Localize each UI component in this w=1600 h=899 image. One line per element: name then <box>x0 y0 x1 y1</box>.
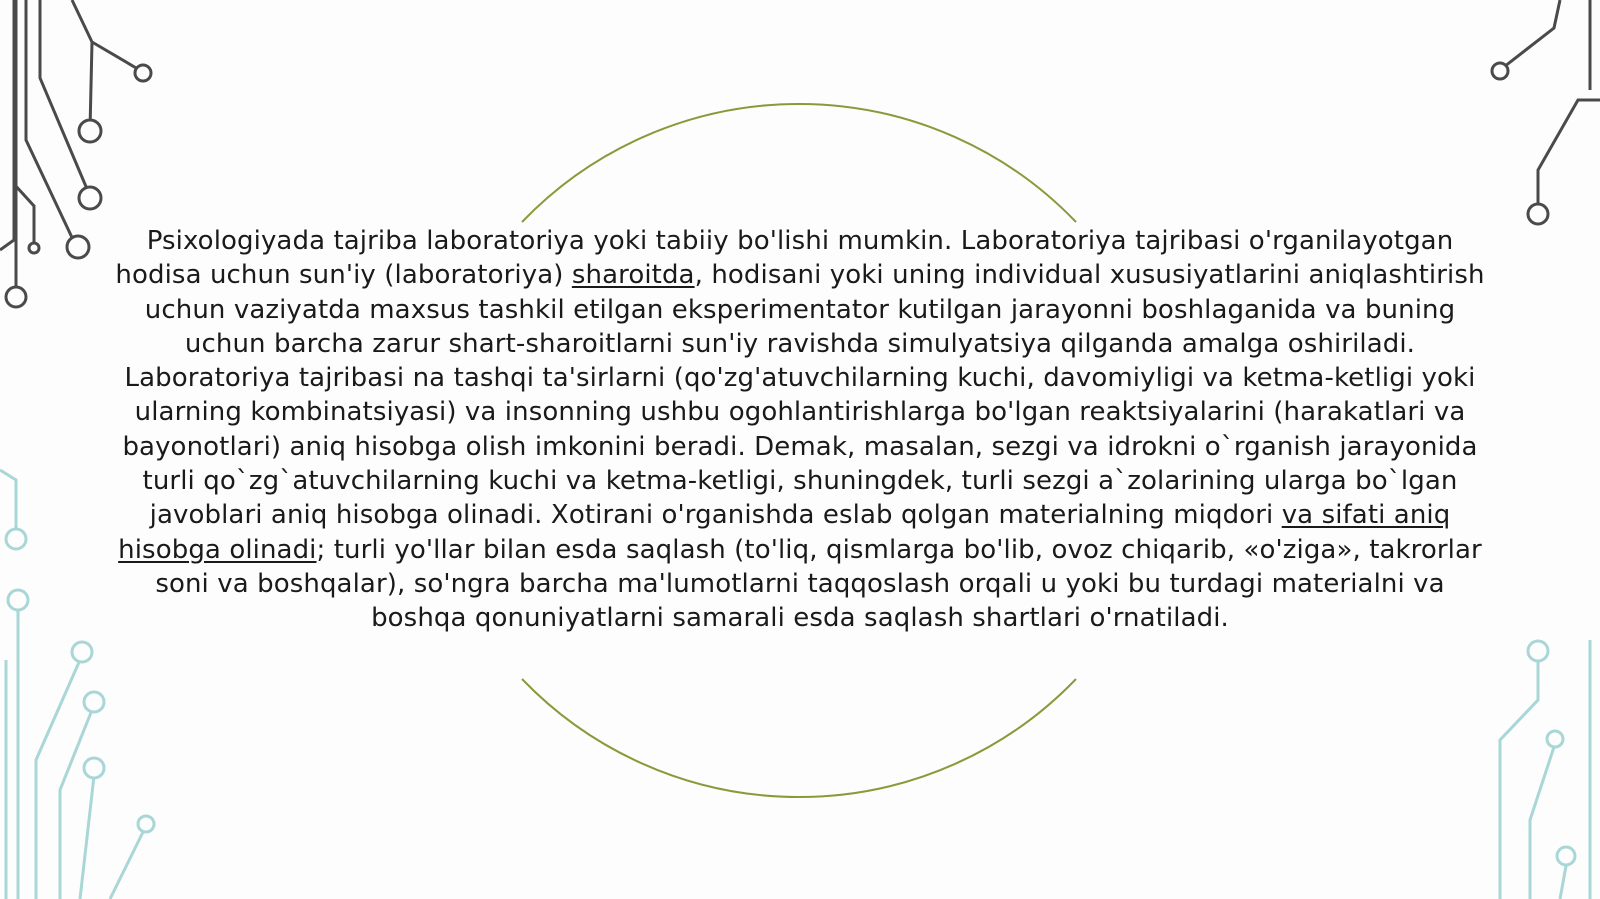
circuit-top-right-icon <box>1492 0 1600 224</box>
body-paragraph <box>112 224 1488 636</box>
paragraph-text-3: ; turli yo'llar bilan esda saqlash (to'liq, qismlarga bo'lib, ovoz chiqarib, «o'ziga», takrorlar soni va boshqalar), so'ngra barcha ma'lumotlarni taqqoslash orqali u yoki bu turdagi materialni va boshqa qonuniyatlarni samarali esda saqlash shartlari o'rnatiladi. <box>155 534 1482 634</box>
top-arc <box>522 104 1076 222</box>
paragraph-text-2: , hodisani yoki uning individual xususiyatlarini aniqlashtirish uchun vaziyatda maxsus tashkil etilgan eksperimentator kutilgan jarayonni boshlaganida va buning uchun barcha zarur shart-sharoitlarni sun'iy ravishda simulyatsiya qilganda amalga oshiriladi. Laboratoriya tajribasi na tashqi ta'sirlarni (qo'zg'atuvchilarning kuchi, davomiyligi va ketma-ketligi yoki ularning kombinatsiyasi) va insonning ushbu ogohlantirishlarga bo'lgan reaktsiyalarini (harakatlari va bayonotlari) aniq hisobga olish imkonini beradi. Demak, masalan, sezgi va idrokni o`rganish jarayonida turli qo`zg`atuvchilarning kuchi va ketma-ketligi, shuningdek, turli sezgi a`zolarining ularga bo`lgan javoblari aniq hisobga olinadi. Xotirani o'rganishda eslab qolgan materialning miqdori <box>122 260 1485 531</box>
paragraph-text-1: Psixologiyada tajriba laboratoriya yoki tabiiy bo'lishi mumkin. Laboratoriya tajribasi o'rganilayotgan hodisa uchun sun'iy (laboratoriya) <box>115 226 1454 291</box>
circuit-bottom-right-icon <box>1500 640 1590 899</box>
link-va-sifati-aniq-hisobga-olinadi[interactable]: va sifati aniq hisobga olinadi <box>118 500 1451 565</box>
bottom-arc <box>522 679 1076 797</box>
link-sharoitda[interactable]: sharoitda <box>571 260 695 291</box>
